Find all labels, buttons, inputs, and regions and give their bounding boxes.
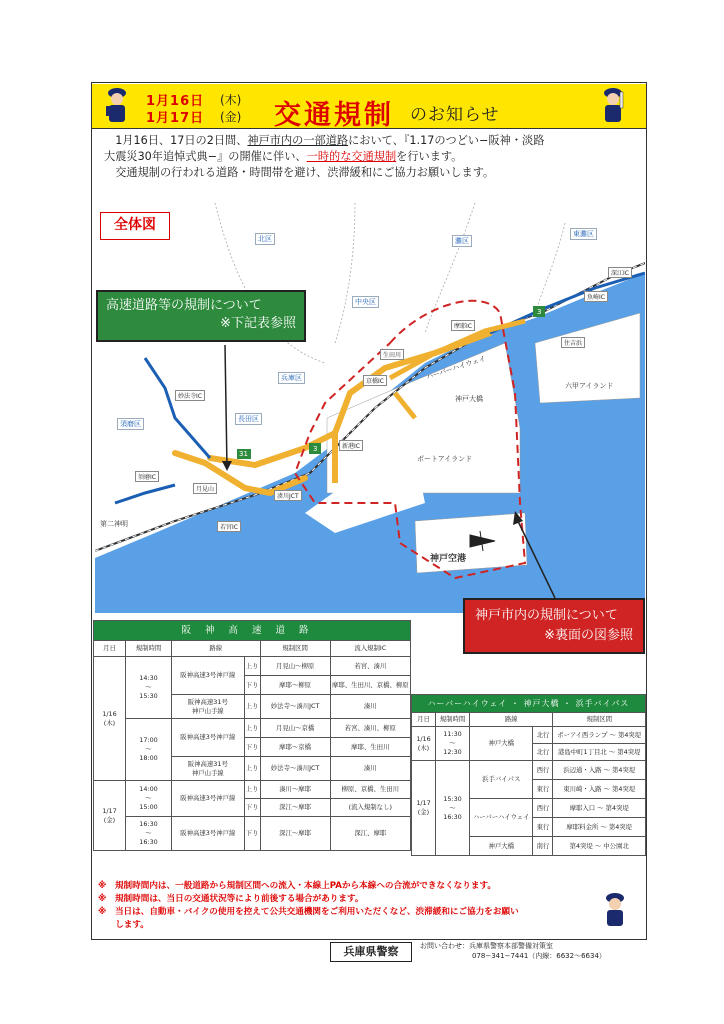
t2-harbor: ハーバーハイウェイ	[470, 799, 533, 837]
city-note-line1: 神戸市内の規制について	[475, 608, 618, 623]
route-3-shield: 3	[313, 445, 318, 453]
t1-r3-section: 妙法寺〜湊川JCT	[260, 695, 330, 719]
t2-s7: 第4突堤 〜 中公園北	[553, 837, 646, 856]
t2-d1: 1/16	[416, 734, 431, 743]
table2-title: ハーバーハイウェイ ・ 神戸大橋 ・ 浜手バイパス	[412, 695, 646, 713]
district-higashinada: 東灘区	[570, 228, 597, 240]
intro-line1-c: において、『1.17のつどい−阪神・淡路	[348, 134, 545, 147]
t1-r5-ic: 摩耶、生田川	[330, 738, 410, 757]
t2-time-1	[436, 727, 470, 761]
t1-route-3a: 阪神高速3号神戸線	[172, 657, 245, 695]
t1-r6-section: 妙法寺〜湊川JCT	[260, 757, 330, 781]
t2-date-0117	[412, 761, 436, 856]
t2-s5: 摩耶入口 〜 第4突堤	[553, 799, 646, 818]
t1-tb3: 18:00	[139, 754, 158, 762]
header-day-1: (木)	[220, 93, 242, 107]
label-kobe-airport: 神戸空港	[430, 554, 467, 564]
page-title: 交通規制	[274, 100, 394, 131]
hanshin-expressway-table	[93, 620, 411, 851]
t1-r1-ic: 若宮、湊川	[330, 657, 410, 676]
t2-t2b: 〜	[449, 803, 456, 812]
expressway-note-line2: ※下記表参照	[220, 316, 296, 331]
t1-ta1: 14:30	[139, 674, 158, 682]
intro-line2-b: 一時的な交通規制	[306, 150, 397, 163]
label-harbor-highway: ハーバーハイウェイ	[425, 354, 487, 382]
t1-r4-section: 月見山〜京橋	[260, 719, 330, 738]
overview-map	[95, 203, 645, 613]
t2-bridge-1: 神戸大橋	[470, 727, 533, 761]
t1-d1w: (木)	[103, 718, 116, 727]
map-drawing	[95, 203, 645, 613]
t2-bridge-2: 神戸大橋	[470, 837, 533, 856]
t1-r2-ic: 摩耶、生田川、京橋、柳原	[330, 676, 410, 695]
t1-route31a-1: 阪神高速31号	[187, 697, 228, 706]
t1-d1: 1/16	[102, 709, 117, 718]
ic-minatogawa-jct: 湊川JCT	[274, 490, 302, 501]
ic-maya: 摩耶IC	[451, 320, 475, 331]
district-nagata: 長田区	[235, 413, 262, 425]
t1-tc3: 15:00	[139, 803, 158, 811]
ic-suma: 須磨IC	[135, 471, 159, 482]
t1-r6-ic: 湊川	[330, 757, 410, 781]
t2-s1: ポーアイ西ランプ 〜 第4突堤	[553, 727, 646, 744]
t2-s6: 摩耶料金所 〜 第4突堤	[553, 818, 646, 837]
t2-d1w: (木)	[417, 743, 430, 752]
ic-sumiyoshihama: 住吉浜	[561, 337, 585, 348]
expressway-note-line1: 高速道路等の規制について	[106, 298, 262, 313]
ic-tsukimiyama: 月見山	[193, 483, 217, 494]
route-3-shield-east: 3	[537, 308, 542, 316]
note-2: ※ 規制時間は、当日の交通状況等により前後する場合があります。	[98, 894, 364, 904]
city-note-line2: ※裏面の図参照	[544, 628, 633, 643]
label-second-shinmei: 第二神明	[100, 520, 128, 528]
t1-r7-ic: 柳原、京橋、生田川	[330, 781, 410, 799]
t1-time-a	[126, 657, 172, 719]
t2-t1c: 12:30	[443, 748, 462, 756]
t2-t2c: 16:30	[443, 812, 462, 821]
page-title-suffix: のお知らせ	[410, 105, 500, 125]
t1-ta3: 15:30	[139, 692, 158, 700]
table1-header-section: 規制区間	[260, 641, 330, 657]
t1-up-4: 上り	[244, 757, 260, 781]
ic-wakamiya: 若宮IC	[217, 521, 241, 532]
t2-east-2: 東行	[533, 818, 553, 837]
district-nada: 灘区	[452, 235, 472, 247]
t1-r8-ic: (流入規制なし)	[330, 799, 410, 817]
t2-s3: 浜辺通・入路 〜 第4突堤	[553, 761, 646, 780]
t1-tc1: 14:00	[139, 785, 158, 793]
t1-ta2: 〜	[145, 683, 152, 691]
header-date-2: 1月17日	[146, 111, 205, 126]
t1-route31b-1: 神戸山手線	[191, 706, 224, 715]
t1-r2-section: 摩耶〜柳原	[260, 676, 330, 695]
ic-uozaki: 魚崎IC	[584, 291, 608, 302]
t2-west-2: 西行	[533, 799, 553, 818]
table1-header-ic: 流入規制IC	[330, 641, 410, 657]
t2-date-0116	[412, 727, 436, 761]
harbor-highway-table	[411, 694, 646, 856]
t1-r9-section: 深江〜摩耶	[260, 817, 330, 851]
t2-t1a: 11:30	[443, 730, 462, 738]
overall-map-label: 全体図	[100, 212, 170, 240]
t1-r3-ic: 湊川	[330, 695, 410, 719]
district-chuo: 中央区	[352, 296, 379, 308]
ic-fukae: 深江IC	[608, 267, 632, 278]
ic-kyobashi: 京橋IC	[363, 375, 387, 386]
expressway-note	[96, 290, 306, 342]
police-officer-bow-icon	[602, 890, 628, 928]
t1-r8-section: 深江〜摩耶	[260, 799, 330, 817]
t1-time-b	[126, 719, 172, 781]
t1-down-1: 下り	[244, 676, 260, 695]
t1-route-3c: 阪神高速3号神戸線	[172, 781, 245, 817]
note-3-cont: します。	[98, 920, 149, 930]
t1-td3: 16:30	[139, 838, 158, 846]
table1-title: 阪神高速道路	[94, 621, 411, 641]
district-hyogo: 兵庫区	[278, 372, 305, 384]
t1-down-3: 下り	[244, 799, 260, 817]
t1-tb1: 17:00	[139, 736, 158, 744]
t1-tc2: 〜	[145, 794, 152, 802]
t1-up-1: 上り	[244, 657, 260, 676]
notes	[98, 880, 598, 932]
t1-route31a-2: 阪神高速31号	[187, 759, 228, 768]
t2-time-2	[436, 761, 470, 856]
t2-s4: 東川崎・入路 〜 第4突堤	[553, 780, 646, 799]
t2-east-1: 東行	[533, 780, 553, 799]
intro-line2-c: を行います。	[396, 150, 463, 163]
header-date-1: 1月16日	[146, 94, 205, 109]
t1-up-5: 上り	[244, 781, 260, 799]
t2-west-1: 西行	[533, 761, 553, 780]
police-officer-right-icon	[600, 86, 626, 124]
t2-hamate: 浜手バイパス	[470, 761, 533, 799]
t1-r7-section: 湊川〜摩耶	[260, 781, 330, 799]
t1-time-c	[126, 781, 172, 817]
t1-tb2: 〜	[145, 745, 152, 753]
t1-route-3d: 阪神高速3号神戸線	[172, 817, 245, 851]
city-note	[463, 598, 645, 654]
t2-t2a: 15:30	[443, 794, 462, 803]
intro-line1-a: 1月16日、17日の2日間、	[104, 134, 248, 147]
t1-down-4: 下り	[244, 817, 260, 851]
table1-header-time: 規制時間	[126, 641, 172, 657]
t2-north-2: 北行	[533, 744, 553, 761]
t2-north-1: 北行	[533, 727, 553, 744]
t1-td2: 〜	[145, 829, 152, 837]
note-3: ※ 当日は、自動車・バイクの使用を控えて公共交通機関をご利用いただくなど、渋滞緩和にご協力をお願い	[98, 907, 519, 917]
table2-header-date: 月日	[412, 713, 436, 727]
t2-south-1: 南行	[533, 837, 553, 856]
contact-info	[420, 941, 606, 961]
t1-route-3b: 阪神高速3号神戸線	[172, 719, 245, 757]
route-31-shield: 31	[239, 450, 248, 458]
intro-text	[104, 133, 634, 181]
intro-line1-b: 神戸市内の一部道路	[247, 134, 349, 147]
t1-route31b-2: 神戸山手線	[191, 768, 224, 777]
label-port-island: ポートアイランド	[417, 455, 473, 463]
t1-time-d	[126, 817, 172, 851]
table1-date-0117	[94, 781, 126, 851]
table1-header-date: 月日	[94, 641, 126, 657]
t1-td1: 16:30	[139, 820, 158, 828]
contact-line1: お問い合わせ：兵庫県警察本部警備対策室	[420, 942, 553, 950]
t1-route-31a	[172, 695, 245, 719]
t1-r5-section: 摩耶〜京橋	[260, 738, 330, 757]
intro-line3: 交通規制の行われる道路・時間帯を避け、渋滞緩和にご協力お願いします。	[104, 166, 495, 179]
t1-d2: 1/17	[102, 806, 117, 815]
contact-line2: 078−341−7441（内線：6632〜6634）	[472, 952, 606, 960]
district-suma: 須磨区	[117, 418, 144, 430]
label-rokko-island: 六甲アイランド	[565, 382, 614, 390]
t1-r9-ic: 深江、摩耶	[330, 817, 410, 851]
police-name: 兵庫県警察	[330, 942, 412, 962]
header-day-2: (金)	[220, 110, 242, 124]
district-kita: 北区	[255, 233, 275, 245]
ic-ikutagawa: 生田川	[380, 349, 404, 360]
table2-header-route: 路線	[470, 713, 553, 727]
table2-header-time: 規制時間	[436, 713, 470, 727]
ic-myohoji: 妙法寺IC	[175, 390, 205, 401]
table1-date-0116	[94, 657, 126, 781]
t1-route-31b	[172, 757, 245, 781]
t1-d2w: (金)	[103, 815, 116, 824]
t2-t1b: 〜	[449, 739, 456, 747]
ic-shinko: 新港IC	[339, 440, 363, 451]
t1-r4-ic: 若宮、湊川、柳原	[330, 719, 410, 738]
police-officer-left-icon	[104, 86, 130, 124]
table2-header-section: 規制区間	[553, 713, 646, 727]
t2-s2: 港島中町1丁目北 〜 第4突堤	[553, 744, 646, 761]
t1-r1-section: 月見山〜柳原	[260, 657, 330, 676]
note-1: ※ 規制時間内は、一般道路から規制区間への流入・本線上PAから本線への合流ができなくなります。	[98, 881, 496, 891]
t1-down-2: 下り	[244, 738, 260, 757]
t2-d2w: (金)	[417, 808, 430, 816]
t2-d2: 1/17	[416, 799, 431, 807]
table1-header-route: 路線	[172, 641, 261, 657]
label-kobe-bridge: 神戸大橋	[455, 395, 483, 403]
intro-line2-a: 大震災30年追悼式典−』の開催に伴い、	[104, 150, 307, 163]
t1-up-2: 上り	[244, 695, 260, 719]
t1-up-3: 上り	[244, 719, 260, 738]
